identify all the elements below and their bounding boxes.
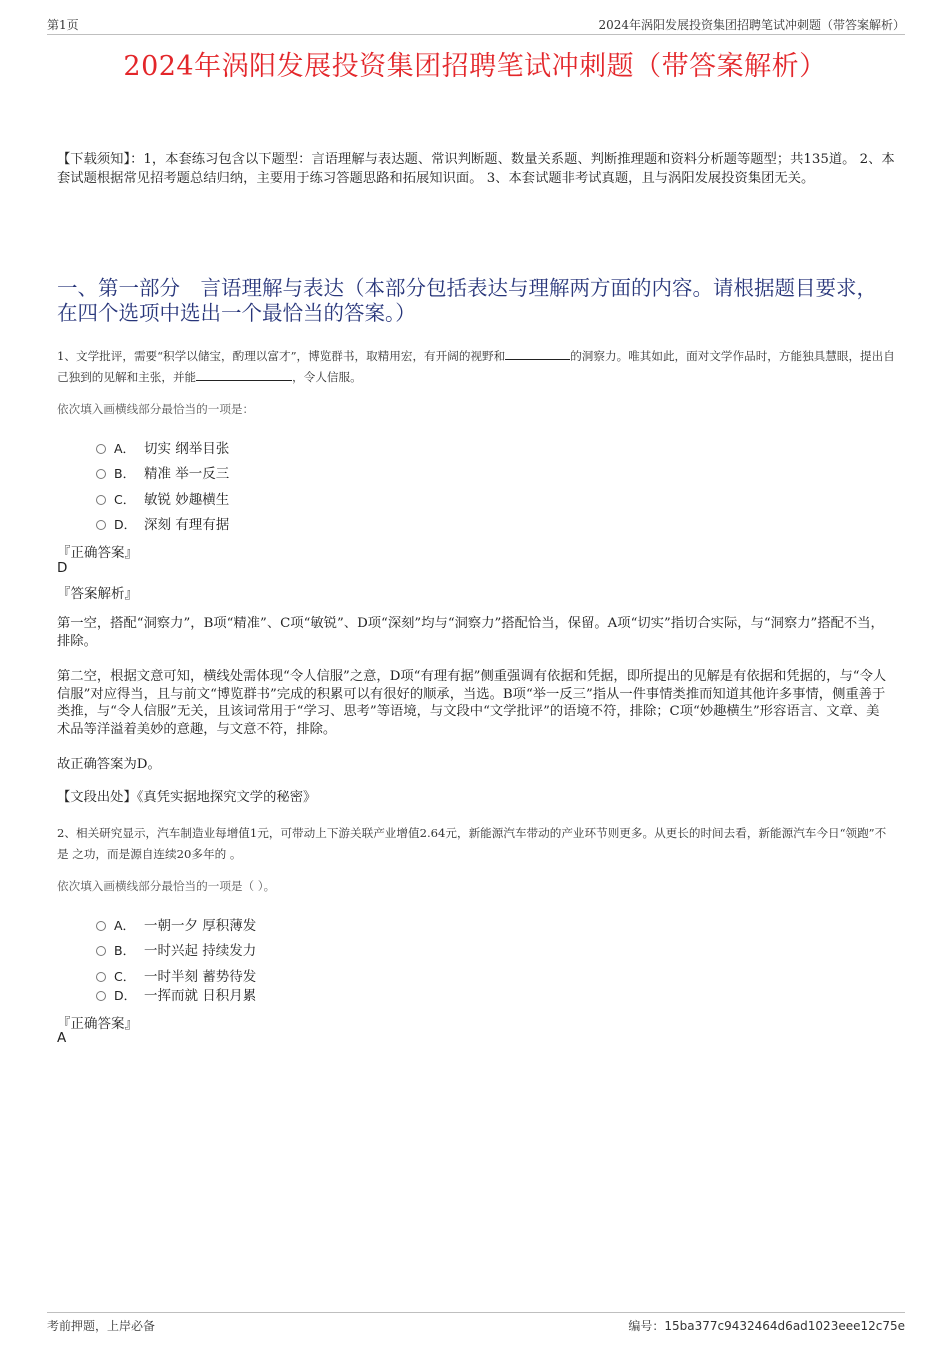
question-1-instruction: 依次填入画横线部分最恰当的一项是：: [57, 402, 255, 416]
analysis-paragraph: 第一空，搭配“洞察力”，B项“精准”、C项“敏锐”、D项“深刻”均与“洞察力”搭配恰当，保留。A项“切实”指切合实际，与“洞察力”搭配不当，排除。: [57, 616, 884, 649]
question-2-option-d[interactable]: D． 一挥而就 日积月累: [96, 984, 256, 1004]
question-2-answer-tag: 『正确答案』: [57, 1016, 138, 1032]
download-notice: 【下载须知】：1，本套练习包含以下题型：言语理解与表达题、常识判断题、数量关系题、判断推理题和资料分析题等题型；共135道。 2、本套试题根据常见招考题总结归纳，主要用于练习答题思路和拓展知识面。 3、本套试题非考试真题，且与涡阳发展投资集团无关。: [57, 152, 895, 186]
section-heading: 一、第一部分 言语理解与表达（本部分包括表达与理解两方面的内容。请根据题目要求，在四个选项中选出一个最恰当的答案。）: [57, 276, 877, 325]
passage-source: 【文段出处】《真凭实据地探究文学的秘密》: [57, 790, 317, 805]
header-doc-title: 2024年涡阳发展投资集团招聘笔试冲刺题（带答案解析）: [598, 18, 905, 32]
radio-button-icon[interactable]: [96, 520, 106, 530]
question-2-instruction: 依次填入画横线部分最恰当的一项是（ ）。: [57, 879, 276, 893]
question-1-option-c[interactable]: C． 敏锐 妙趣横生: [96, 488, 229, 508]
question-2-option-a[interactable]: A． 一朝一夕 厚积薄发: [96, 914, 256, 934]
page-number: 第1页: [47, 18, 79, 32]
radio-button-icon[interactable]: [96, 991, 106, 1001]
analysis-conclusion: 故正确答案为D。: [57, 757, 161, 772]
page-footer: [47, 1312, 905, 1333]
question-1-option-b[interactable]: B． 精准 举一反三: [96, 462, 229, 482]
radio-button-icon[interactable]: [96, 444, 106, 454]
question-1-stem: 1、文学批评，需要“积学以储宝，酌理以富才”，博览群书，取精用宏，有开阔的视野和 的洞察力。唯其如此，面对文学作品时，方能独具慧眼，提出自己独到的见解和主张，并能 ，令人信服。: [57, 349, 895, 384]
document-title: 2024年涡阳发展投资集团招聘笔试冲刺题（带答案解析）: [123, 51, 827, 82]
question-1-answer-tag: 『正确答案』: [57, 545, 138, 561]
question-2-answer: A: [57, 1030, 67, 1046]
radio-button-icon[interactable]: [96, 972, 106, 982]
radio-button-icon[interactable]: [96, 946, 106, 956]
question-2-option-b[interactable]: B． 一时兴起 持续发力: [96, 939, 256, 959]
question-2-stem: 2、相关研究显示，汽车制造业每增值1元，可带动上下游关联产业增值2.64元，新能源汽车带动的产业环节则更多。从更长的时间去看，新能源汽车今日“领跑”不是 之功，而是源自连续20多年的 。: [57, 826, 887, 861]
answer-blank-2: [196, 368, 292, 381]
document-id: 编号：15ba377c9432464d6ad1023eee12c75e: [628, 1319, 905, 1333]
question-1-analysis-tag: 『答案解析』: [57, 586, 138, 602]
question-1-answer: D: [57, 560, 68, 576]
page-header: [47, 14, 905, 35]
footer-slogan: 考前押题，上岸必备: [47, 1319, 156, 1333]
question-1-option-d[interactable]: D． 深刻 有理有据: [96, 513, 229, 533]
radio-button-icon[interactable]: [96, 495, 106, 505]
radio-button-icon[interactable]: [96, 921, 106, 931]
analysis-paragraph: 第二空，根据文意可知，横线处需体现“令人信服”之意，D项“有理有据”侧重强调有依据和凭据，即所提出的见解是有依据和凭据的，与“令人信服”对应得当，且与前文“博览群书”完成的积累可以有很好的顺承，当选。B项“举一反三”指从一件事情类推而知道其他许多事情，侧重善于类推，与“令人信服”无关，且该词常用于“学习、思考”等语境，与文段中“文学批评”的语境不符，排除；C项“妙趣横生”形容语言、文章、美术品等洋溢着美妙的意趣，与文意不符，排除。: [57, 669, 887, 737]
radio-button-icon[interactable]: [96, 469, 106, 479]
answer-blank-1: [505, 347, 570, 360]
question-2-option-c[interactable]: C． 一时半刻 蓄势待发: [96, 965, 256, 985]
question-1-option-a[interactable]: A． 切实 纲举目张: [96, 437, 229, 457]
